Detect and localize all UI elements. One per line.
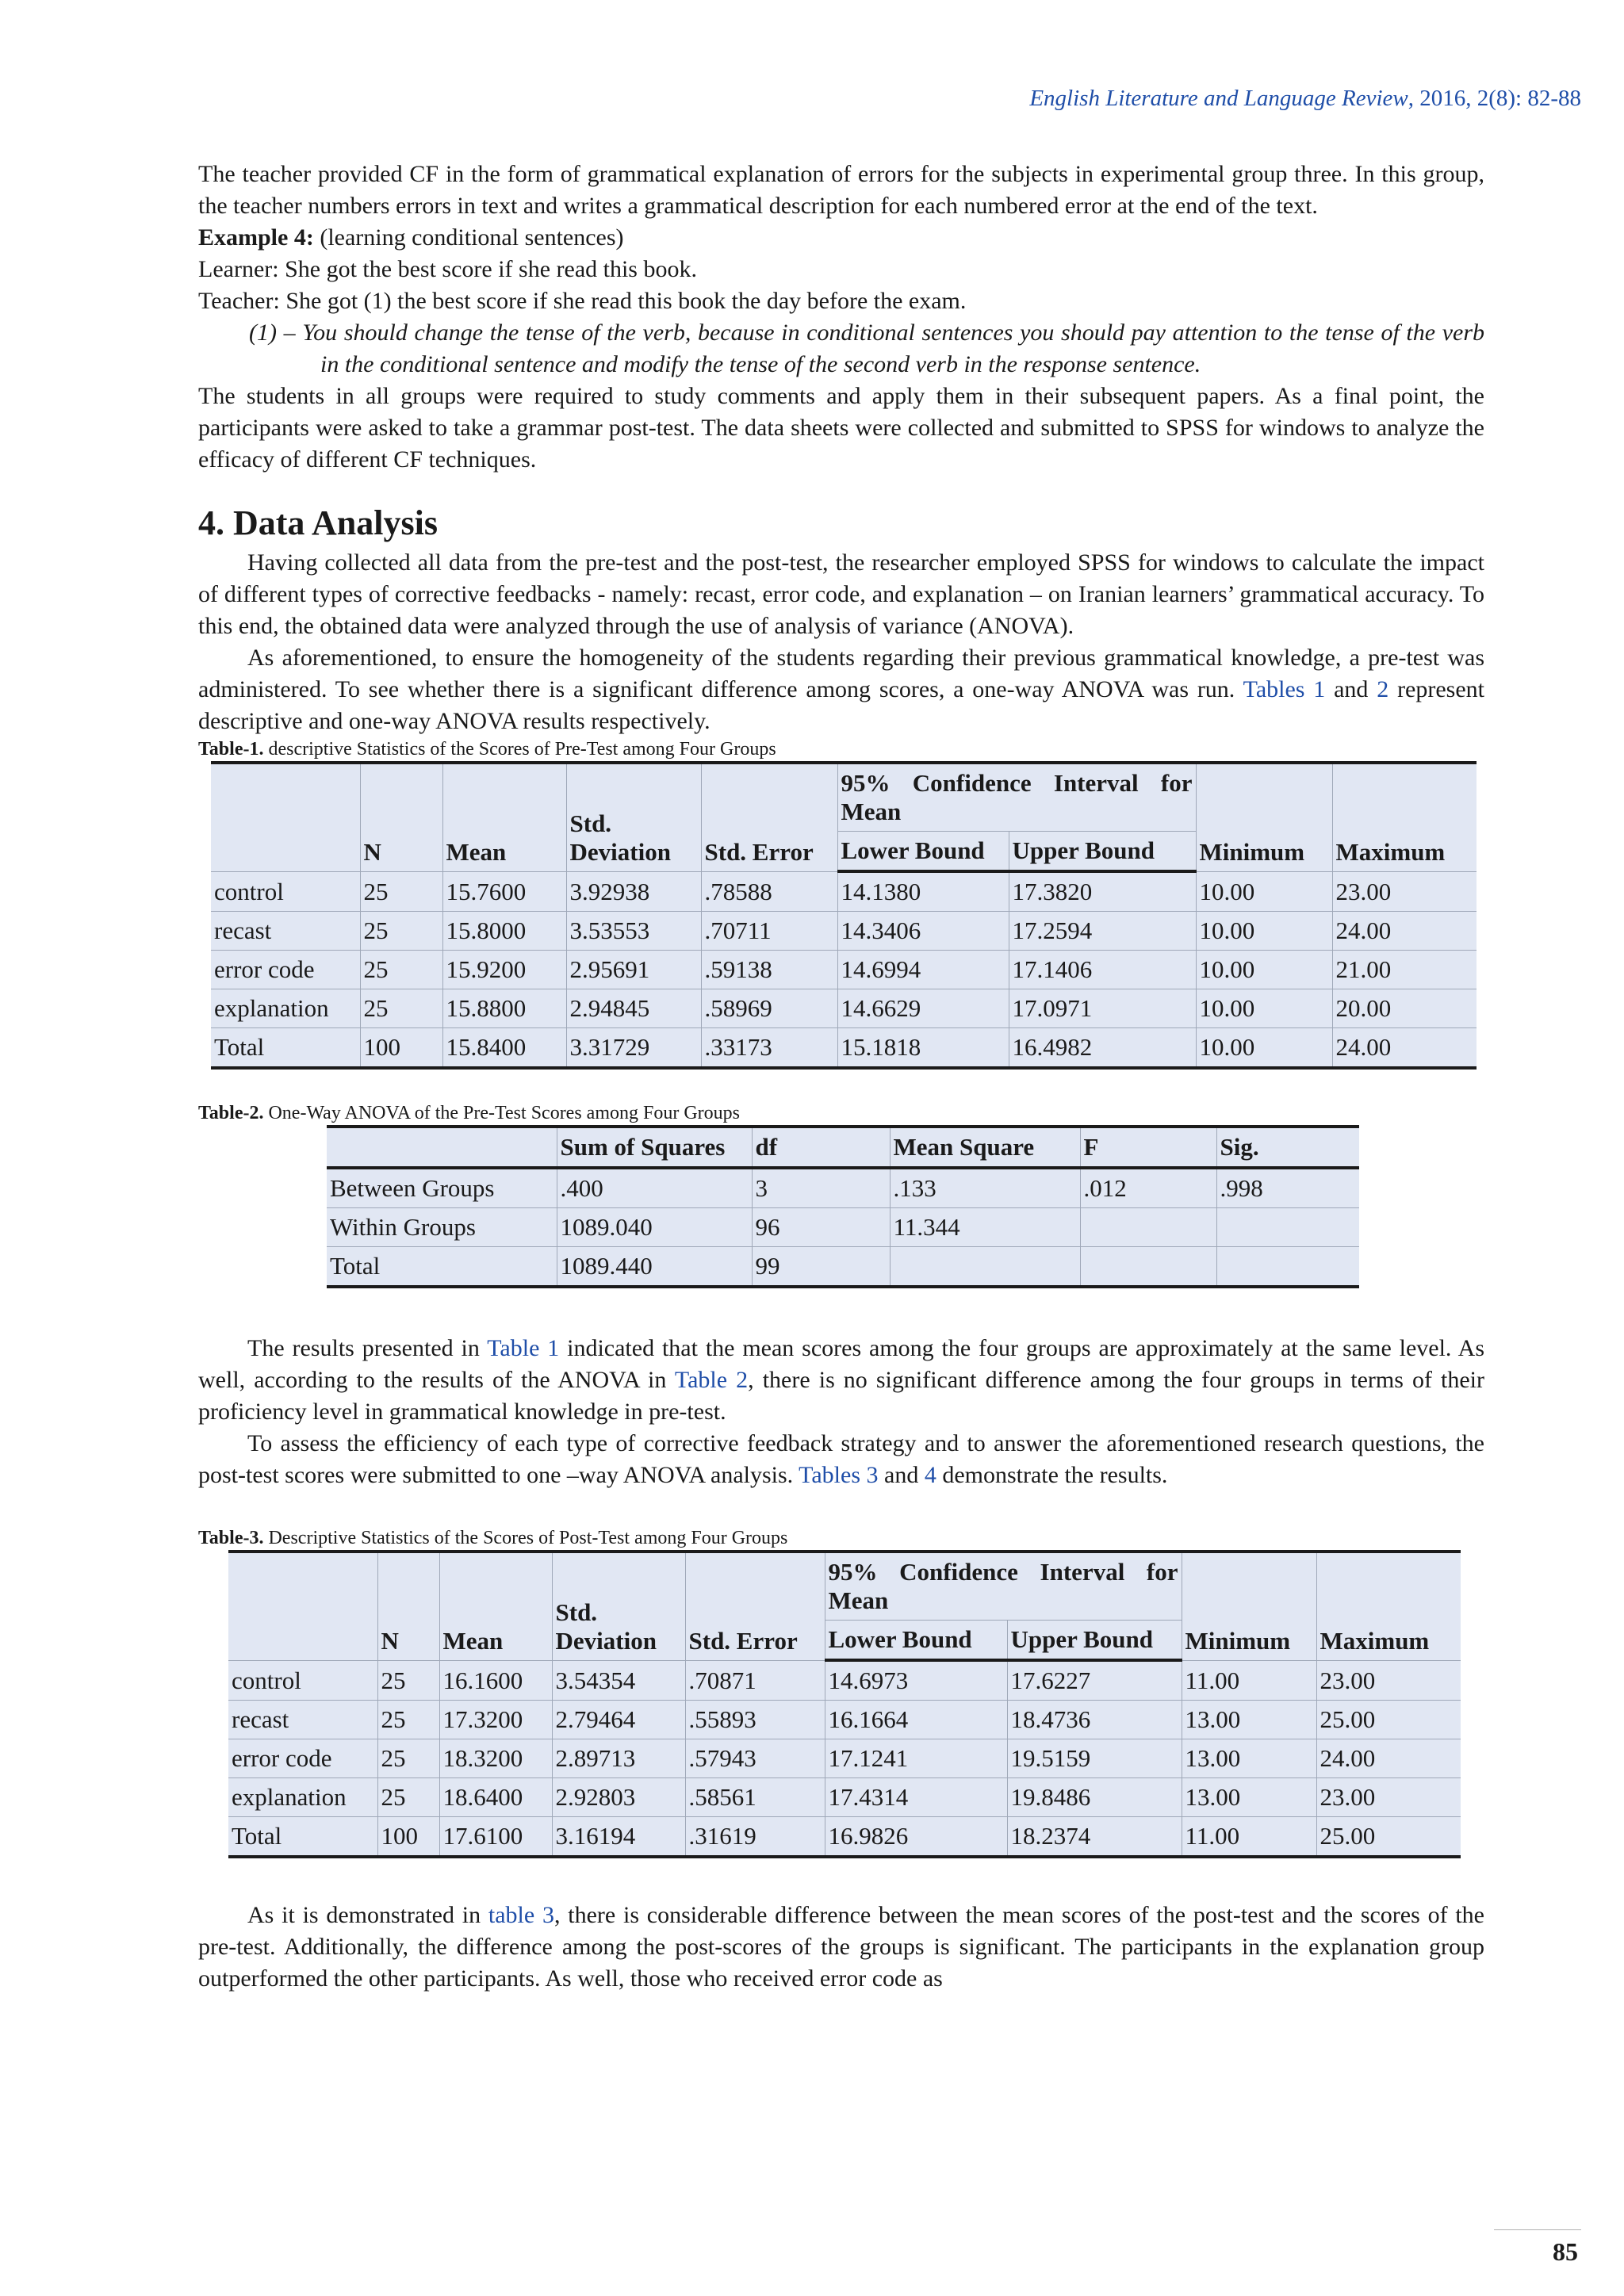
table-cell: 2.94845 (566, 989, 701, 1028)
table-cell: 20.00 (1332, 989, 1477, 1028)
link-tables-3[interactable]: Tables 3 (799, 1462, 879, 1488)
table-cell: 25 (377, 1660, 439, 1701)
text-span: , there is no significant difference among the four groups in terms of their proficiency level in grammatical knowledge in pre-test. (198, 1367, 1484, 1425)
table-cell: 3.53553 (566, 912, 701, 951)
table-cell: 3.54354 (552, 1660, 685, 1701)
table-header-row (228, 1552, 1461, 1621)
table-cell: .012 (1080, 1168, 1216, 1208)
table-header-row (327, 1127, 1359, 1168)
journal-citation: , 2016, 2(8): 82-88 (1408, 86, 1581, 111)
table-cell: .78588 (701, 871, 837, 912)
col-std-dev (552, 1552, 685, 1660)
table-cell: 13.00 (1182, 1701, 1316, 1739)
table-cell: 14.3406 (837, 912, 1009, 951)
table-cell: 15.8800 (442, 989, 566, 1028)
stub-header (228, 1552, 377, 1660)
table-cell: 21.00 (1332, 951, 1477, 989)
row-label-cell: Total (211, 1028, 360, 1069)
table-cell: 16.4982 (1009, 1028, 1196, 1069)
table-cell: 25 (377, 1701, 439, 1739)
table-cell: 14.6994 (837, 951, 1009, 989)
link-table-1[interactable]: Table 1 (487, 1335, 560, 1361)
text-span: The results presented in (247, 1335, 488, 1361)
table-2 (327, 1125, 1359, 1288)
example-text: (learning conditional sentences) (313, 224, 624, 251)
link-tables-1[interactable]: Tables 1 (1243, 676, 1326, 702)
table-cell: .400 (557, 1168, 752, 1208)
table-cell: 2.79464 (552, 1701, 685, 1739)
table-cell (1216, 1247, 1359, 1288)
table-row (327, 1168, 1359, 1208)
table-cell: 16.1664 (825, 1701, 1007, 1739)
col-f: F (1080, 1127, 1216, 1168)
text-span: and (1325, 676, 1377, 702)
table-cell: .58969 (701, 989, 837, 1028)
table-cell: 13.00 (1182, 1778, 1316, 1817)
table-row (211, 912, 1477, 951)
table-cell: 10.00 (1196, 1028, 1332, 1069)
table-cell: 18.4736 (1007, 1701, 1182, 1739)
col-mean-square: Mean Square (890, 1127, 1080, 1168)
caption-text: descriptive Statistics of the Scores of Pre-Test among Four Groups (263, 739, 776, 760)
intro-paragraph-1: The teacher provided CF in the form of grammatical explanation of errors for the subjects in experimental group three. In this group, the teacher numbers errors in text and writes a grammatical description for each numbered error at the end of the text. (198, 161, 1484, 219)
table-cell: .31619 (685, 1817, 825, 1858)
table-cell: 17.0971 (1009, 989, 1196, 1028)
row-label-cell: explanation (228, 1778, 377, 1817)
text-span: As it is demonstrated in (247, 1902, 488, 1928)
table-cell: 11.344 (890, 1208, 1080, 1247)
table-cell: 23.00 (1316, 1660, 1461, 1701)
col-std-error: Std. Error (685, 1552, 825, 1660)
table-cell: 2.95691 (566, 951, 701, 989)
text-span: demonstrate the results. (936, 1462, 1168, 1488)
row-label-cell: control (211, 871, 360, 912)
text-span: As aforementioned, to ensure the homogeneity of the students regarding their previous grammatical knowledge, a pre-test was administered. To see whether there is a significant difference among scores, a one-way ANOVA was run. (198, 645, 1484, 702)
table-cell: 15.8400 (442, 1028, 566, 1069)
table-cell (890, 1247, 1080, 1288)
std-label: Std. (555, 1598, 598, 1626)
text-span: represent descriptive and one-way ANOVA results respectively. (198, 676, 1485, 734)
page-number: 85 (1553, 2237, 1578, 2266)
stub-header (211, 763, 360, 871)
table-row (211, 951, 1477, 989)
table-cell: 10.00 (1196, 871, 1332, 912)
caption-text: One-Way ANOVA of the Pre-Test Scores among Four Groups (263, 1103, 740, 1123)
table-row (228, 1660, 1461, 1701)
text-span: To assess the efficiency of each type of corrective feedback strategy and to answer the aforementioned research questions, the post-test scores were submitted to one –way ANOVA analysis. (198, 1430, 1484, 1488)
col-df: df (752, 1127, 890, 1168)
table-cell: 17.3200 (439, 1701, 552, 1739)
table-cell: .33173 (701, 1028, 837, 1069)
section-heading-data-analysis: 4. Data Analysis (198, 503, 438, 542)
table-cell: 25.00 (1316, 1701, 1461, 1739)
table-cell: .998 (1216, 1168, 1359, 1208)
table-cell: 17.3820 (1009, 871, 1196, 912)
analysis-paragraph-5 (198, 1900, 1484, 1995)
row-label-cell: control (228, 1660, 377, 1701)
text-span: and (878, 1462, 925, 1488)
table-cell: 2.92803 (552, 1778, 685, 1817)
table-cell: 11.00 (1182, 1660, 1316, 1701)
table-row (228, 1778, 1461, 1817)
row-label-cell: Between Groups (327, 1168, 557, 1208)
table-cell: .70711 (701, 912, 837, 951)
col-lower-bound: Lower Bound (825, 1621, 1007, 1661)
table-cell (1080, 1208, 1216, 1247)
table-cell: 10.00 (1196, 951, 1332, 989)
table-row (228, 1739, 1461, 1778)
table-cell: 17.1406 (1009, 951, 1196, 989)
table-cell: 17.1241 (825, 1739, 1007, 1778)
table-cell: 24.00 (1332, 912, 1477, 951)
col-n: N (377, 1552, 439, 1660)
link-table-2[interactable]: Table 2 (674, 1367, 749, 1393)
caption-label: Table-1. (198, 739, 264, 760)
table-cell: 25 (360, 871, 442, 912)
table-cell: 16.1600 (439, 1660, 552, 1701)
table-row (211, 871, 1477, 912)
caption-label: Table-3. (198, 1528, 264, 1548)
table-cell: 10.00 (1196, 912, 1332, 951)
caption-label: Table-2. (198, 1103, 264, 1123)
analysis-paragraph-4 (198, 1428, 1484, 1491)
table-cell: 14.6973 (825, 1660, 1007, 1701)
row-label-cell: recast (211, 912, 360, 951)
text-span: indicated that the mean scores among the four groups are approximately at the same level. As well, according to the results of the ANOVA in (198, 1335, 1484, 1393)
link-table-3[interactable]: table 3 (488, 1902, 554, 1928)
table-header-row (211, 763, 1477, 832)
analysis-paragraph-3 (198, 1333, 1484, 1428)
table-cell: 24.00 (1316, 1739, 1461, 1778)
std-label: Std. (569, 809, 612, 837)
example-label: Example 4: (198, 224, 314, 251)
teacher-line: Teacher: She got (1) the best score if she read this book the day before the exam. (198, 288, 967, 314)
analysis-paragraph-2 (198, 642, 1484, 737)
table-cell: 18.2374 (1007, 1817, 1182, 1858)
col-upper-bound: Upper Bound (1009, 832, 1196, 872)
table-cell: 25 (377, 1739, 439, 1778)
col-upper-bound: Upper Bound (1007, 1621, 1182, 1661)
table-cell: 19.5159 (1007, 1739, 1182, 1778)
table-cell: 25 (360, 951, 442, 989)
example-heading (198, 222, 1484, 254)
table-cell: .55893 (685, 1701, 825, 1739)
table-cell (1216, 1208, 1359, 1247)
table-cell: 17.2594 (1009, 912, 1196, 951)
table-cell: 25 (377, 1778, 439, 1817)
col-std-error: Std. Error (701, 763, 837, 871)
intro-paragraph-2: The students in all groups were required to study comments and apply them in their subsequent papers. As a final point, the participants were asked to take a grammar post-test. The data sheets were collected and submitted to SPSS for windows to analyze the efficacy of different CF techniques. (198, 383, 1484, 473)
table-cell: 100 (360, 1028, 442, 1069)
table-cell: 24.00 (1332, 1028, 1477, 1069)
col-lower-bound: Lower Bound (837, 832, 1009, 872)
row-label-cell: Total (327, 1247, 557, 1288)
analysis-paragraph-1: Having collected all data from the pre-test and the post-test, the researcher employed SPSS for windows to calculate the impact of different types of corrective feedbacks - namely: recast, error code, and explanation – on Iranian learners’ grammatical accuracy. To this end, the obtained data were analyzed through the use of analysis of variance (ANOVA). (198, 549, 1484, 639)
table-cell: 14.1380 (837, 871, 1009, 912)
table-cell: 18.3200 (439, 1739, 552, 1778)
table-cell: .70871 (685, 1660, 825, 1701)
table-cell (1080, 1247, 1216, 1288)
table-cell: .59138 (701, 951, 837, 989)
page-content (198, 159, 1484, 1995)
table-row (211, 989, 1477, 1028)
table-cell: 11.00 (1182, 1817, 1316, 1858)
table-cell: 18.6400 (439, 1778, 552, 1817)
table-1-caption (198, 737, 1484, 761)
col-mean: Mean (442, 763, 566, 871)
table-cell: 17.6100 (439, 1817, 552, 1858)
table-cell: 1089.440 (557, 1247, 752, 1288)
table-cell: .58561 (685, 1778, 825, 1817)
table-cell: 23.00 (1332, 871, 1477, 912)
journal-name: English Literature and Language Review (1029, 86, 1408, 111)
col-maximum: Maximum (1316, 1552, 1461, 1660)
deviation-label: Deviation (569, 837, 671, 866)
col-n: N (360, 763, 442, 871)
link-table-4[interactable]: 4 (924, 1462, 936, 1488)
row-label-cell: Total (228, 1817, 377, 1858)
table-cell: 3.16194 (552, 1817, 685, 1858)
table-1 (211, 761, 1477, 1070)
table-cell: 96 (752, 1208, 890, 1247)
table-cell: 16.9826 (825, 1817, 1007, 1858)
row-label-cell: recast (228, 1701, 377, 1739)
table-cell: .57943 (685, 1739, 825, 1778)
table-row (327, 1247, 1359, 1288)
table-cell: 13.00 (1182, 1739, 1316, 1778)
table-row (327, 1208, 1359, 1247)
table-cell: 23.00 (1316, 1778, 1461, 1817)
row-label-cell: explanation (211, 989, 360, 1028)
row-label-cell: Within Groups (327, 1208, 557, 1247)
link-table-2[interactable]: 2 (1377, 676, 1389, 702)
table-cell: .133 (890, 1168, 1080, 1208)
table-3-caption (198, 1526, 1484, 1550)
caption-text: Descriptive Statistics of the Scores of Post-Test among Four Groups (263, 1528, 788, 1548)
table-cell: 1089.040 (557, 1208, 752, 1247)
col-sig: Sig. (1216, 1127, 1359, 1168)
table-row (228, 1817, 1461, 1858)
table-cell: 15.7600 (442, 871, 566, 912)
table-cell: 25 (360, 912, 442, 951)
text-span: , there is considerable difference between the mean scores of the post-test and the scores of the pre-test. Additionally, the difference among the post-scores of the groups is significant. The participants in the explanation group outperformed the other participants. As well, those who received error code as (198, 1902, 1484, 1992)
deviation-label: Deviation (555, 1626, 657, 1655)
table-cell: 99 (752, 1247, 890, 1288)
row-label-cell: error code (228, 1739, 377, 1778)
table-cell: 10.00 (1196, 989, 1332, 1028)
table-cell: 25 (360, 989, 442, 1028)
table-cell: 100 (377, 1817, 439, 1858)
table-cell: 25.00 (1316, 1817, 1461, 1858)
learner-line: Learner: She got the best score if she read this book. (198, 256, 697, 282)
table-cell: 17.4314 (825, 1778, 1007, 1817)
table-cell: 15.9200 (442, 951, 566, 989)
col-sum-of-squares: Sum of Squares (557, 1127, 752, 1168)
explanation-item-1: (1) – You should change the tense of the verb, because in conditional sentences you should pay attention to the tense of the verb in the conditional sentence and modify the tense of the second verb in the response sentence. (249, 320, 1484, 377)
table-cell: 3.92938 (566, 871, 701, 912)
table-cell: 14.6629 (837, 989, 1009, 1028)
table-cell: 17.6227 (1007, 1660, 1182, 1701)
col-confidence-interval: 95% Confidence Interval for Mean (825, 1552, 1182, 1621)
stub-header (327, 1127, 557, 1168)
table-cell: 15.8000 (442, 912, 566, 951)
running-header (1029, 86, 1581, 112)
col-std-dev (566, 763, 701, 871)
table-row (228, 1701, 1461, 1739)
col-minimum: Minimum (1196, 763, 1332, 871)
table-cell: 3.31729 (566, 1028, 701, 1069)
footer-divider (1494, 2229, 1581, 2230)
col-minimum: Minimum (1182, 1552, 1316, 1660)
table-row (211, 1028, 1477, 1069)
table-cell: 15.1818 (837, 1028, 1009, 1069)
col-maximum: Maximum (1332, 763, 1477, 871)
table-3 (228, 1550, 1461, 1858)
col-mean: Mean (439, 1552, 552, 1660)
row-label-cell: error code (211, 951, 360, 989)
col-confidence-interval: 95% Confidence Interval for Mean (837, 763, 1196, 832)
table-cell: 19.8486 (1007, 1778, 1182, 1817)
table-cell: 3 (752, 1168, 890, 1208)
table-2-caption (198, 1101, 1484, 1125)
table-cell: 2.89713 (552, 1739, 685, 1778)
